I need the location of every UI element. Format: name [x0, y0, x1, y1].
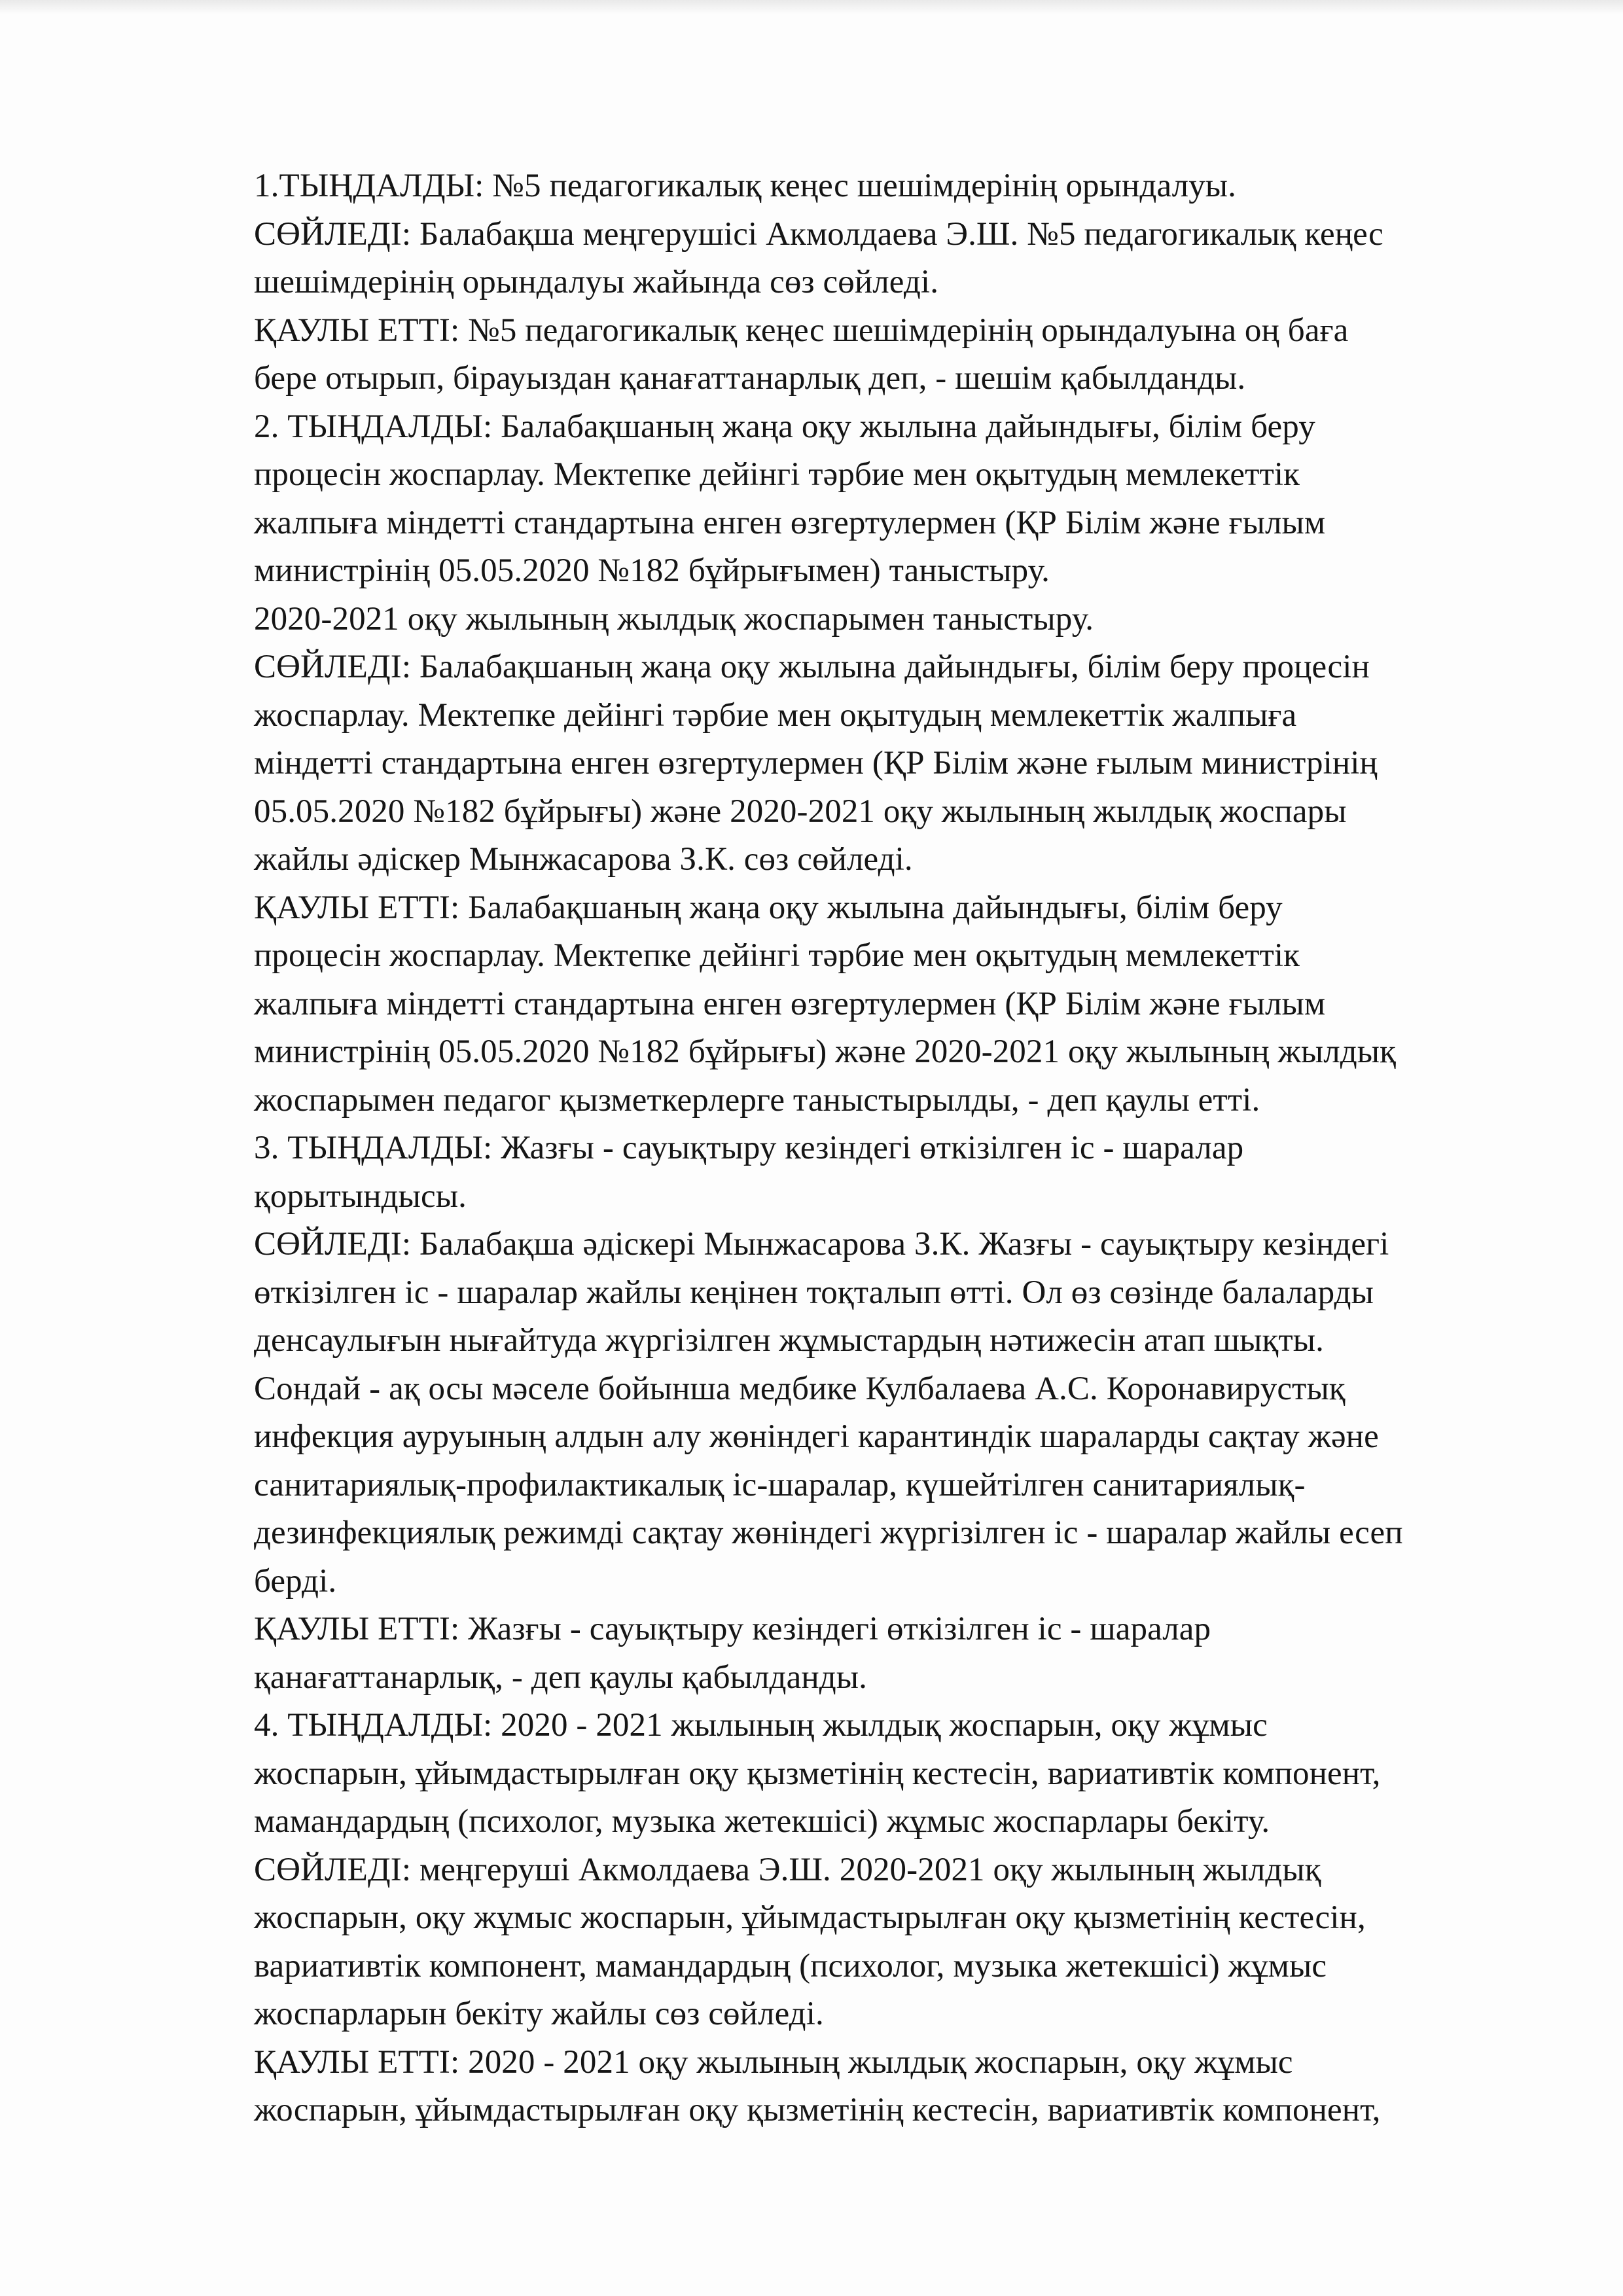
text-line: СӨЙЛЕДІ: Балабақша әдіскері Мынжасарова З.К. Жазғы - сауықтыру кезіндегі	[254, 1226, 1389, 1263]
text-line: Сондай - ақ осы мәселе бойынша медбике Кулбалаева А.С. Коронавирустық	[254, 1370, 1346, 1407]
text-line: денсаулығын нығайтуда жүргізілген жұмыстардың нәтижесін атап шықты.	[254, 1322, 1324, 1359]
text-line: процесін жоспарлау. Мектепке дейінгі тәрбие мен оқытудың мемлекеттік	[254, 456, 1300, 493]
text-line: министрінің 05.05.2020 №182 бұйрығымен) таныстыру.	[254, 552, 1050, 589]
text-line: жайлы әдіскер Мынжасарова З.К. сөз сөйледі.	[254, 841, 913, 878]
text-line: мамандардың (психолог, музыка жетекшісі) жұмыс жоспарлары бекіту.	[254, 1803, 1270, 1840]
text-line: 3. ТЫҢДАЛДЫ: Жазғы - сауықтыру кезіндегі өткізілген іс - шаралар	[254, 1130, 1244, 1166]
document-body	[254, 162, 1571, 2135]
text-line: жоспарын, оқу жұмыс жоспарын, ұйымдастырылған оқу қызметінің кестесін,	[254, 1899, 1366, 1936]
text-line: процесін жоспарлау. Мектепке дейінгі тәрбие мен оқытудың мемлекеттік	[254, 937, 1300, 974]
text-line: жоспарларын бекіту жайлы сөз сөйледі.	[254, 1996, 824, 2032]
text-line: шешімдерінің орындалуы жайында сөз сөйледі.	[254, 264, 939, 300]
text-line: министрінің 05.05.2020 №182 бұйрығы) және 2020-2021 оқу жылының жылдық	[254, 1033, 1397, 1070]
text-line: ҚАУЛЫ ЕТТІ: Жазғы - сауықтыру кезіндегі өткізілген іс - шаралар	[254, 1611, 1211, 1647]
text-line: 05.05.2020 №182 бұйрығы) және 2020-2021 оқу жылының жылдық жоспары	[254, 793, 1347, 830]
text-line: СӨЙЛЕДІ: Балабақшаның жаңа оқу жылына дайындығы, білім беру процесін	[254, 649, 1370, 685]
text-line: 1.ТЫҢДАЛДЫ: №5 педагогикалық кеңес шешімдерінің орындалуы.	[254, 168, 1237, 204]
text-line: ҚАУЛЫ ЕТТІ: №5 педагогикалық кеңес шешімдерінің орындалуына оң баға	[254, 312, 1349, 349]
text-line: ҚАУЛЫ ЕТТІ: 2020 - 2021 оқу жылының жылдық жоспарын, оқу жұмыс	[254, 2043, 1293, 2081]
text-line: ҚАУЛЫ ЕТТІ: Балабақшаның жаңа оқу жылына дайындығы, білім беру	[254, 889, 1283, 926]
text-line: вариативтік компонент, мамандардың (психолог, музыка жетекшісі) жұмыс	[254, 1947, 1327, 1984]
text-line: жоспарлау. Мектепке дейінгі тәрбие мен оқытудың мемлекеттік жалпыға	[254, 696, 1297, 734]
scan-edge	[0, 0, 1623, 14]
text-line: жоспарын, ұйымдастырылған оқу қызметінің кестесін, вариативтік компонент,	[254, 1755, 1381, 1792]
text-line: жоспарын, ұйымдастырылған оқу қызметінің кестесін, вариативтік компонент,	[254, 2092, 1381, 2128]
text-line: бере отырып, бірауыздан қанағаттанарлық деп, - шешім қабылданды.	[254, 360, 1246, 397]
text-line: жалпыға міндетті стандартына енген өзгертулермен (ҚР Білім және ғылым	[254, 985, 1326, 1022]
text-line: инфекция ауруының алдын алу жөніндегі карантиндік шараларды сақтау және	[254, 1418, 1379, 1455]
text-line: 2. ТЫҢДАЛДЫ: Балабақшаның жаңа оқу жылына дайындығы, білім беру	[254, 408, 1315, 445]
text-line: қанағаттанарлық, - деп қаулы қабылданды.	[254, 1659, 867, 1696]
text-line: 4. ТЫҢДАЛДЫ: 2020 - 2021 жылының жылдық жоспарын, оқу жұмыс	[254, 1707, 1268, 1744]
text-line: жалпыға міндетті стандартына енген өзгертулермен (ҚР Білім және ғылым	[254, 504, 1326, 541]
text-line: СӨЙЛЕДІ: Балабақша меңгерушісі Акмолдаева Э.Ш. №5 педагогикалық кеңес	[254, 215, 1383, 253]
text-line: 2020-2021 оқу жылының жылдық жоспарымен таныстыру.	[254, 600, 1094, 637]
text-line: міндетті стандартына енген өзгертулермен (ҚР Білім және ғылым министрінің	[254, 745, 1378, 781]
text-line: берді.	[254, 1562, 337, 1600]
text-line: СӨЙЛЕДІ: меңгеруші Акмолдаева Э.Ш. 2020-2021 оқу жылының жылдық	[254, 1851, 1321, 1888]
text-line: өткізілген іс - шаралар жайлы кеңінен тоқталып өтті. Ол өз сөзінде балаларды	[254, 1274, 1374, 1311]
text-line: санитариялық-профилактикалық іс-шаралар, күшейтілген санитариялық-	[254, 1466, 1306, 1503]
text-line: дезинфекциялық режимді сақтау жөніндегі жүргізілген іс - шаралар жайлы есеп	[254, 1515, 1403, 1551]
text-line: жоспарымен педагог қызметкерлерге таныстырылды, - деп қаулы етті.	[254, 1081, 1260, 1119]
text-line: қорытындысы.	[254, 1177, 467, 1215]
